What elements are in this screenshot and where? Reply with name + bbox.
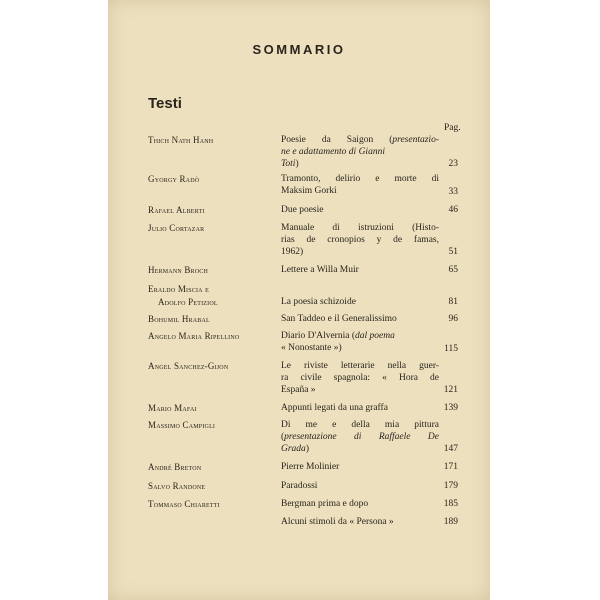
toc-author: Gyorgy Radò [148, 174, 200, 184]
toc-author: Angelo Maria Ripellino [148, 331, 240, 341]
toc-title: Alcuni stimoli da « Persona » [281, 517, 394, 527]
toc-author: Eraldo Miscia e Adolfo Petiziol [148, 284, 218, 307]
toc-author: Rafael Alberti [148, 205, 205, 215]
page-column-label: Pag. [444, 123, 461, 133]
book-page [108, 0, 490, 600]
toc-page-number: 33 [448, 187, 458, 197]
page-title: SOMMARIO [252, 42, 346, 57]
toc-title: Paradossi [281, 481, 318, 491]
toc-page-number: 23 [448, 159, 458, 169]
toc-title: Bergman prima e dopo [281, 499, 369, 509]
toc-page-number: 147 [443, 444, 458, 454]
toc-page-number: 179 [443, 481, 458, 491]
toc-author: Tommaso Chiaretti [148, 499, 220, 509]
toc-title: Le riviste letterarie nella guer- ra civile spagnola: « Hora de España » [281, 361, 439, 395]
toc-page-number: 65 [448, 265, 458, 275]
toc-author: Thich Nath Hanh [148, 135, 214, 145]
toc-title: Tramonto, delirio e morte di Maksim Gorki [281, 174, 439, 196]
toc-page-number: 96 [448, 314, 458, 324]
toc-title: Di me e della mia pittura (presentazione di Raffaele De Grada) [281, 420, 439, 454]
toc-author: Hermann Broch [148, 265, 209, 275]
toc-author: Julio Cortazar [148, 223, 205, 233]
toc-page-number: 185 [443, 499, 458, 509]
toc-title: Lettere a Willa Muir [281, 265, 359, 275]
toc-title: Manuale di istruzioni (Histo- rias de cronopios y de famas, 1962) [281, 223, 439, 257]
toc-author: André Breton [148, 462, 202, 472]
section-heading: Testi [148, 95, 182, 112]
toc-title: Pierre Molinier [281, 462, 340, 472]
toc-title: Appunti legati da una graffa [281, 403, 388, 413]
toc-page-number: 121 [443, 385, 458, 395]
toc-author: Salvo Randone [148, 481, 206, 491]
toc-page-number: 115 [444, 344, 458, 354]
toc-author: Angel Sanchez-Gijon [148, 361, 229, 371]
toc-author: Massimo Campigli [148, 420, 216, 430]
toc-page-number: 81 [448, 297, 458, 307]
toc-title: Diario D'Alvernia (dal poema « Nonostante ») [281, 331, 395, 353]
toc-title: San Taddeo e il Generalissimo [281, 314, 397, 324]
toc-page-number: 171 [443, 462, 458, 472]
toc-page-number: 189 [443, 517, 458, 527]
toc-page-number: 139 [443, 403, 458, 413]
toc-author: Mario Mafai [148, 403, 197, 413]
toc-page-number: 51 [448, 247, 458, 257]
toc-title: Poesie da Saigon (presentazio- ne e adattamento di Gianni Toti) [281, 135, 439, 169]
toc-title: La poesia schizoide [281, 297, 356, 307]
toc-title: Due poesie [281, 205, 324, 215]
toc-page-number: 46 [448, 205, 458, 215]
toc-author: Bohumil Hrabal [148, 314, 210, 324]
